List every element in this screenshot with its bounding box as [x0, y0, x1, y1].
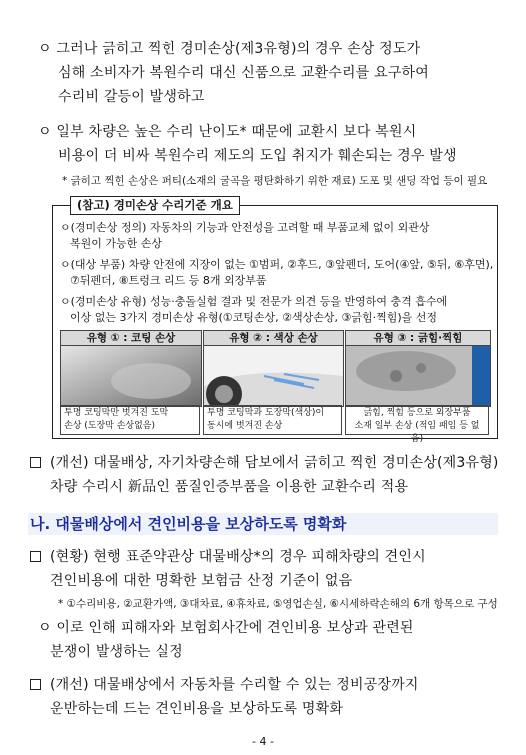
type2-photo: [203, 345, 344, 407]
para6-line2: 운반하는데 드는 견인비용을 보상하도록 명확화: [50, 701, 344, 717]
section-heading: [0, 513, 526, 535]
type3-caption: [345, 405, 489, 444]
ref-item-definition-b: 복원이 가능한 손상: [70, 237, 163, 250]
type2-caption: [203, 405, 342, 435]
type1-header: 유형 ① : 코팅 손상: [60, 330, 202, 347]
type2-header: 유형 ② : 색상 손상: [203, 330, 344, 347]
ref-item-types-a: ㅇ(경미손상 유형) 성능·충돌실험 결과 및 전문가 의견 등을 반영하여 충격 흡수에: [60, 295, 448, 308]
para4-line1: (현황) 현행 표준약관상 대물배상*의 경우 피해차량의 견인시: [50, 549, 426, 565]
type3-caption-line2: 소재 일부 손상 (적임 패임 등 없음): [354, 421, 480, 444]
para6-line1: (개선) 대물배상에서 자동차를 수리할 수 있는 정비공장까지: [50, 677, 419, 693]
section-heading-text: 나. 대물배상에서 견인비용을 보상하도록 명확화: [30, 515, 347, 533]
ref-item-definition-a: ㅇ(경미손상 정의) 자동차의 기능과 안전성을 고려할 때 부품교체 없이 외관상: [60, 221, 430, 234]
para3-line1: (개선) 대물배상, 자기차량손해 담보에서 긁히고 찍힌 경미손상(제3유형): [50, 455, 499, 471]
para5-line1: ㅇ 이로 인해 피해자와 보험회사간에 견인비용 보상과 관련된: [38, 620, 414, 636]
para2-line1: ㅇ 일부 차량은 높은 수리 난이도* 때문에 교환시 보다 복원시: [38, 124, 417, 140]
checkbox-square-icon: [30, 679, 41, 690]
ref-item-types-b: 이상 없는 3가지 경미손상 유형(①코팅손상, ②색상손상, ③긁힘·찍힘)을 선정: [70, 311, 438, 324]
para4-line2: 견인비용에 대한 명확한 보험금 산정 기준이 없음: [50, 573, 353, 589]
page-number: - 4 -: [252, 735, 274, 748]
para3-line2: 차량 수리시 新品인 품질인증부품을 이용한 교환수리 적용: [50, 479, 409, 495]
para2-line2: 비용이 더 비싸 복원수리 제도의 도입 취지가 훼손되는 경우 발생: [58, 148, 457, 164]
type3-caption-line1: 긁힘, 찍힘 등으로 외장부품: [363, 408, 471, 418]
para1-line1: ㅇ 그러나 긁히고 찍힌 경미손상(제3유형)의 경우 손상 정도가: [38, 41, 421, 57]
type1-photo: [60, 345, 202, 407]
ref-item-parts-a: ㅇ(대상 부품) 차량 안전에 지장이 없는 ①범퍼, ②후드, ③앞펜더, 도어(④앞, ⑤뒤, ⑥후면),: [60, 258, 494, 271]
type2-caption-line2: 동시에 벗겨진 손상: [207, 421, 283, 431]
checkbox-square-icon: [30, 551, 41, 562]
type3-header: 유형 ③ : 긁힘·찍힘: [345, 330, 491, 347]
type1-caption-line2: 손상 (도장막 손상없음): [64, 421, 155, 431]
type2-caption-line1: 투명 코팅막과 도장막(색상)이: [207, 408, 325, 418]
type3-photo: [345, 345, 491, 407]
para1-line2: 심해 소비자가 복원수리 대신 신품으로 교환수리를 요구하여: [58, 65, 429, 81]
footnote-putty: * 긁히고 찍힌 손상은 퍼티(소재의 굴곡을 평탄화하기 위한 재료) 도포 및 샌딩 작업 등이 필요: [62, 175, 488, 187]
para5-line2: 분쟁이 발생하는 실정: [50, 644, 183, 660]
type1-caption-line1: 투명 코팅막만 벗겨진 도막: [64, 408, 169, 418]
ref-item-parts-b: ⑦뒤펜더, ⑧트렁크 리드 등 8개 외장부품: [70, 274, 267, 287]
para1-line3: 수리비 갈등이 발생하고: [58, 89, 205, 105]
footnote-items: * ①수리비용, ②교환가액, ③대차료, ④휴차료, ⑤영업손실, ⑥시세하락손해의 6개 항목으로 구성: [58, 598, 498, 610]
type1-caption: [60, 405, 200, 435]
reference-box-title: (참고) 경미손상 수리기준 개요: [70, 196, 240, 215]
checkbox-square-icon: [30, 457, 41, 468]
